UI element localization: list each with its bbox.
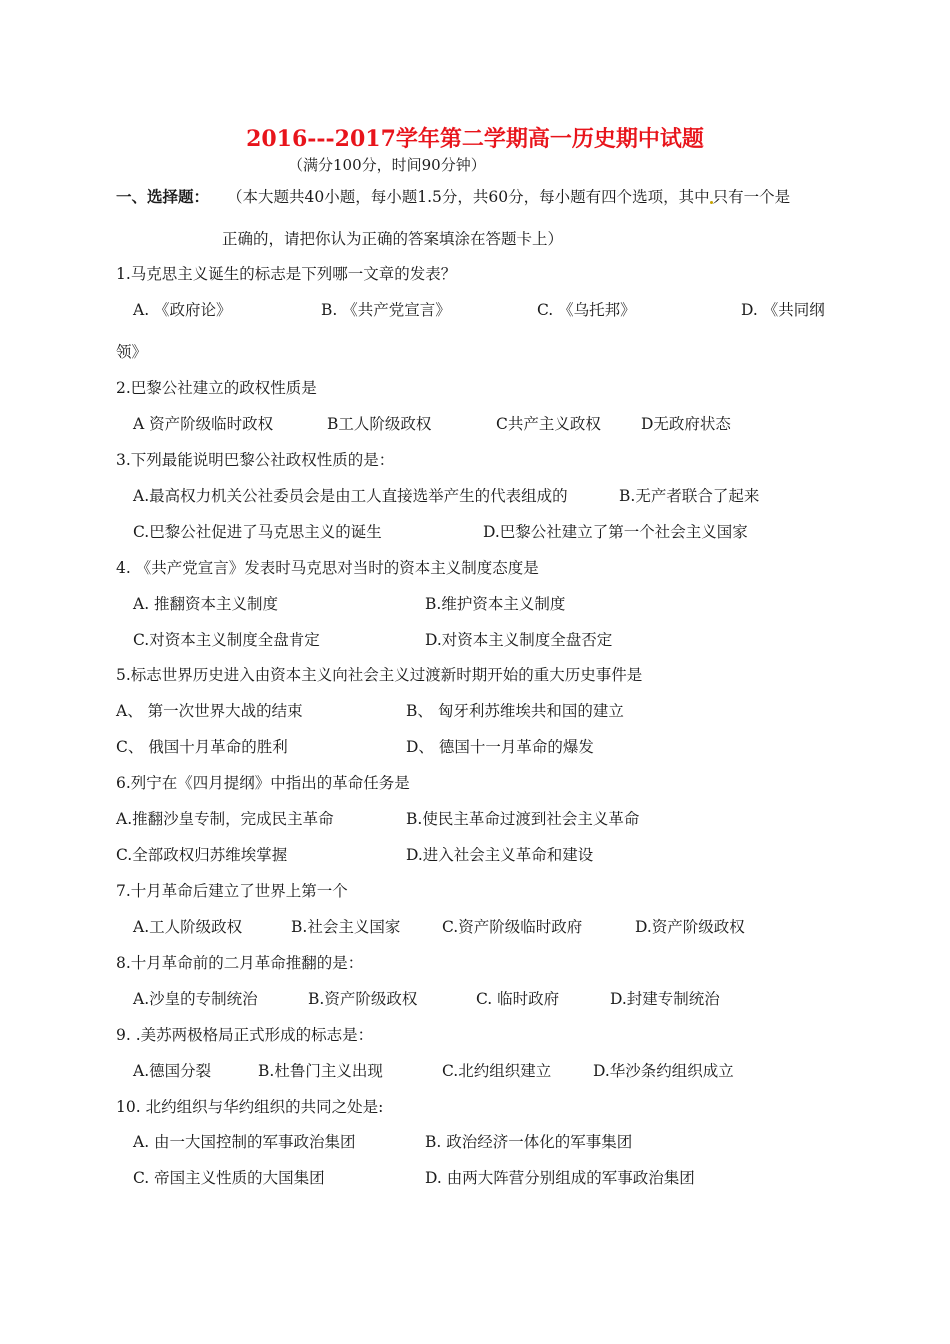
- option-a: A.工人阶级政权: [133, 918, 243, 936]
- option-b: B.资产阶级政权: [308, 990, 418, 1008]
- option-c: C、 俄国十月革命的胜利: [116, 738, 288, 756]
- option-b: B. 政治经济一体化的军事集团: [425, 1133, 633, 1151]
- option-b: B.维护资本主义制度: [425, 595, 566, 613]
- option-d: D无政府状态: [641, 415, 731, 433]
- question-stem: 1.马克思主义诞生的标志是下列哪一文章的发表？: [116, 265, 457, 283]
- instruction-text-a: （本大题共40小题，每小题1.5分，共60分，每小题有四个选项，其中: [227, 188, 710, 206]
- question-stem: 5.标志世界历史进入由资本主义向社会主义过渡新时期开始的重大历史事件是: [116, 666, 643, 684]
- section-heading: 一、选择题：: [116, 187, 210, 206]
- question-stem: 7.十月革命后建立了世界上第一个: [116, 882, 348, 900]
- option-a: A.沙皇的专制统治: [133, 990, 258, 1008]
- option-c: C. 《乌托邦》: [537, 301, 636, 319]
- exam-subtitle: （满分100分，时间90分钟）: [288, 156, 486, 174]
- instruction-text-b: 只有一个是: [712, 188, 791, 206]
- question-stem: 9. .美苏两极格局正式形成的标志是：: [116, 1026, 374, 1044]
- option-d: D、 德国十一月革命的爆发: [406, 738, 594, 756]
- option-b: B.杜鲁门主义出现: [258, 1062, 383, 1080]
- option-b: B.使民主革命过渡到社会主义革命: [406, 810, 640, 828]
- option-c: C.对资本主义制度全盘肯定: [133, 631, 320, 649]
- question-stem: 3.下列最能说明巴黎公社政权性质的是：: [116, 451, 395, 469]
- option-b: B工人阶级政权: [327, 415, 432, 433]
- option-a: A. 《政府论》: [133, 301, 232, 319]
- question-stem: 4. 《共产党宣言》发表时马克思对当时的资本主义制度态度是: [116, 559, 539, 577]
- option-c: C共产主义政权: [496, 415, 601, 433]
- question-stem: 10. 北约组织与华约组织的共同之处是:: [116, 1098, 384, 1116]
- section-instruction: [116, 186, 790, 208]
- option-b: B. 《共产党宣言》: [321, 301, 451, 319]
- option-a: A.德国分裂: [133, 1062, 212, 1080]
- option-d: D.进入社会主义革命和建设: [406, 846, 594, 864]
- option-a: A. 由一大国控制的军事政治集团: [133, 1133, 356, 1151]
- exam-title: 2016---2017学年第二学期高一历史期中试题: [246, 126, 704, 152]
- option-c: C.北约组织建立: [442, 1062, 552, 1080]
- option-c: C. 临时政府: [476, 990, 560, 1008]
- option-d-wrap: 领》: [116, 343, 148, 361]
- option-c: C.巴黎公社促进了马克思主义的诞生: [133, 523, 382, 541]
- option-a: A. 推翻资本主义制度: [133, 595, 279, 613]
- section-instruction-line2: 正确的，请把你认为正确的答案填涂在答题卡上）: [222, 230, 564, 248]
- question-stem: 8.十月革命前的二月革命推翻的是：: [116, 954, 364, 972]
- option-b: B.无产者联合了起来: [619, 487, 760, 505]
- option-d: D.华沙条约组织成立: [593, 1062, 734, 1080]
- option-d: D. 由两大阵营分别组成的军事政治集团: [425, 1169, 695, 1187]
- option-a: A.最高权力机关公社委员会是由工人直接选举产生的代表组成的: [133, 487, 568, 505]
- option-a: A 资产阶级临时政权: [133, 415, 274, 433]
- option-c: C.资产阶级临时政府: [442, 918, 583, 936]
- option-c: C. 帝国主义性质的大国集团: [133, 1169, 325, 1187]
- option-a: A.推翻沙皇专制，完成民主革命: [116, 810, 334, 828]
- question-stem: 2.巴黎公社建立的政权性质是: [116, 379, 317, 397]
- option-c: C.全部政权归苏维埃掌握: [116, 846, 288, 864]
- option-a: A、 第一次世界大战的结束: [116, 702, 303, 720]
- option-d: D.对资本主义制度全盘否定: [425, 631, 613, 649]
- option-d: D.巴黎公社建立了第一个社会主义国家: [483, 523, 748, 541]
- option-d: D.资产阶级政权: [635, 918, 745, 936]
- option-d: D.封建专制统治: [610, 990, 720, 1008]
- question-stem: 6.列宁在《四月提纲》中指出的革命任务是: [116, 774, 410, 792]
- option-d: D. 《共同纲: [741, 301, 825, 319]
- option-b: B、 匈牙利苏维埃共和国的建立: [406, 702, 624, 720]
- option-b: B.社会主义国家: [291, 918, 401, 936]
